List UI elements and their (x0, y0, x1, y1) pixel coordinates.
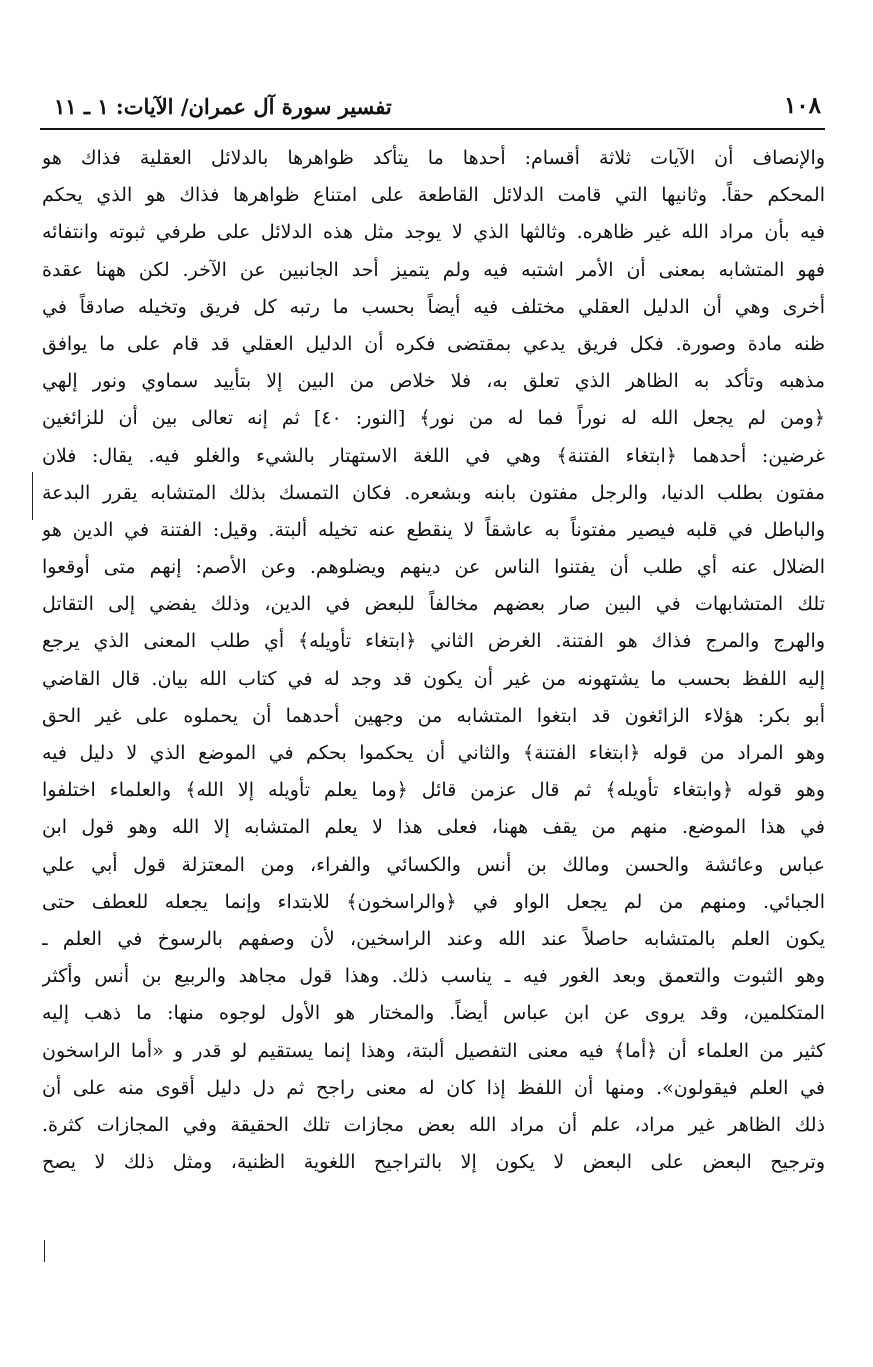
text-line: مفتون بطلب الدنيا، والرجل مفتون بابنه وبشعره. فكان التمسك بذلك المتشابه يقرر البدعة (42, 481, 825, 504)
text-line: فيه بأن مراد الله غير ظاهره. وثالثها الذي لا يوجد مثل هذه الدلائل على طرفي ثبوته وانتفائه (42, 221, 825, 244)
margin-mark (44, 1240, 45, 1262)
text-line: وهو قوله ﴿وابتغاء تأويله﴾ ثم قال عزمن قائل ﴿وما يعلم تأويله إلا الله﴾ والعلماء اختلفوا (42, 779, 825, 802)
text-line: ظنه مادة وصورة. فكل فريق يدعي بمقتضى فكره أن الدليل العقلي قد قام على ما يوافق (42, 332, 825, 355)
header-rule (40, 128, 825, 130)
text-line: ذلك الظاهر غير مراد، علم أن مراد الله بعض مجازات تلك الحقيقة وفي المجازات كثرة. (42, 1113, 825, 1136)
text-line: وهو المراد من قوله ﴿ابتغاء الفتنة﴾ والثاني أن يحكموا بحكم في الموضع الذي لا دليل فيه (42, 742, 825, 764)
text-line: يكون العلم بالمتشابه حاصلاً عند الله وعند الراسخين، لأن وصفهم بالرسوخ في العلم ـ (42, 927, 825, 950)
text-line: والباطل في قلبه فيصير مفتوناً به عاشقاً لا ينقطع عنه تخيله ألبتة. وقيل: الفتنة في الدين هو (42, 518, 825, 541)
text-line: مذهبه وتأكد به الظاهر الذي تعلق به، فلا خلاص من البين إلا بتأييد سماوي ونور إلهي (42, 370, 825, 393)
text-line: أخرى وهي أن الدليل العقلي مختلف فيه أيضاً بحسب ما رتبه كل فريق وتخيله صادقاً في (42, 295, 825, 318)
text-line: والهرج والمرج فذاك هو الفتنة. الغرض الثاني ﴿ابتغاء تأويله﴾ أي طلب المعنى الذي يرجع (42, 630, 825, 653)
text-line: في العلم فيقولون». ومنها أن اللفظ إذا كان له معنى راجح ثم دل دليل أقوى منه على أن (42, 1076, 825, 1099)
text-line: في هذا الموضع. منهم من يقف ههنا، فعلى هذا لا يعلم المتشابه إلا الله وهو قول ابن (42, 816, 825, 839)
text-line: إليه اللفظ بحسب ما يشتهونه من غير أن يكون قد وجد له في كتاب الله بيان. قال القاضي (42, 667, 825, 690)
text-line: تلك المتشابهات في البين صار بعضهم مخالفاً للبعض في الدين، وذلك يفضي إلى التقاتل (42, 593, 825, 616)
text-line: الضلال عنه أي طلب أن يفتنوا الناس عن دينهم ويضلوهم. وعن الأصم: إنهم متى أوقعوا (42, 556, 825, 579)
margin-mark (32, 472, 33, 520)
page-header (40, 92, 825, 126)
text-line: فهو المتشابه بمعنى أن الأمر اشتبه فيه ولم يتميز أحد الجانبين عن الآخر. لكن ههنا عقدة (42, 258, 825, 281)
text-line: والإنصاف أن الآيات ثلاثة أقسام: أحدها ما يتأكد ظواهرها بالدلائل العقلية فذاك هو (42, 147, 825, 169)
text-line: ﴿ومن لم يجعل الله له نوراً فما له من نور﴾ [النور: ٤٠] ثم إنه تعالى بين أن للزائغين (42, 407, 825, 430)
text-line: المحكم حقاً. وثانيها التي قامت الدلائل القاطعة على امتناع ظواهرها فذاك هو الذي يحكم (42, 184, 825, 207)
text-line: أبو بكر: هؤلاء الزائغون قد ابتغوا المتشابه من وجهين أحدهما أن يحملوه على غير الحق (42, 704, 825, 727)
text-line: عباس وعائشة والحسن ومالك بن أنس والكسائي والفراء، ومن المعتزلة قول أبي علي (42, 853, 825, 876)
page-number: ١٠٨ (783, 92, 821, 119)
running-title: تفسير سورة آل عمران/ الآيات: ١ ـ ١١ (54, 94, 392, 119)
text-line: المتكلمين، وقد يروى عن ابن عباس أيضاً. والمختار هو الأول لوجوه منها: ما ذهب إليه (42, 1002, 825, 1025)
text-line: وهو الثبوت والتعمق وبعد الغور فيه ـ يناسب ذلك. وهذا قول مجاهد والربيع بن أنس وأكثر (42, 965, 825, 988)
text-line: الجبائي. ومنهم من لم يجعل الواو في ﴿والراسخون﴾ للابتداء وإنما يجعله للعطف حتى (42, 890, 825, 913)
text-line: غرضين: أحدهما ﴿ابتغاء الفتنة﴾ وهي في اللغة الاستهتار بالشيء والغلو فيه. يقال: فلان (42, 444, 825, 467)
text-line: كثير من العلماء أن ﴿أما﴾ فيه معنى التفصيل ألبتة، وهذا إنما يستقيم لو قدر و «أما الراسخون (42, 1039, 825, 1062)
text-line: وترجيح البعض على البعض لا يكون إلا بالتراجيح اللغوية الظنية، ومثل ذلك لا يصح (42, 1151, 825, 1174)
body-text (42, 140, 825, 1181)
